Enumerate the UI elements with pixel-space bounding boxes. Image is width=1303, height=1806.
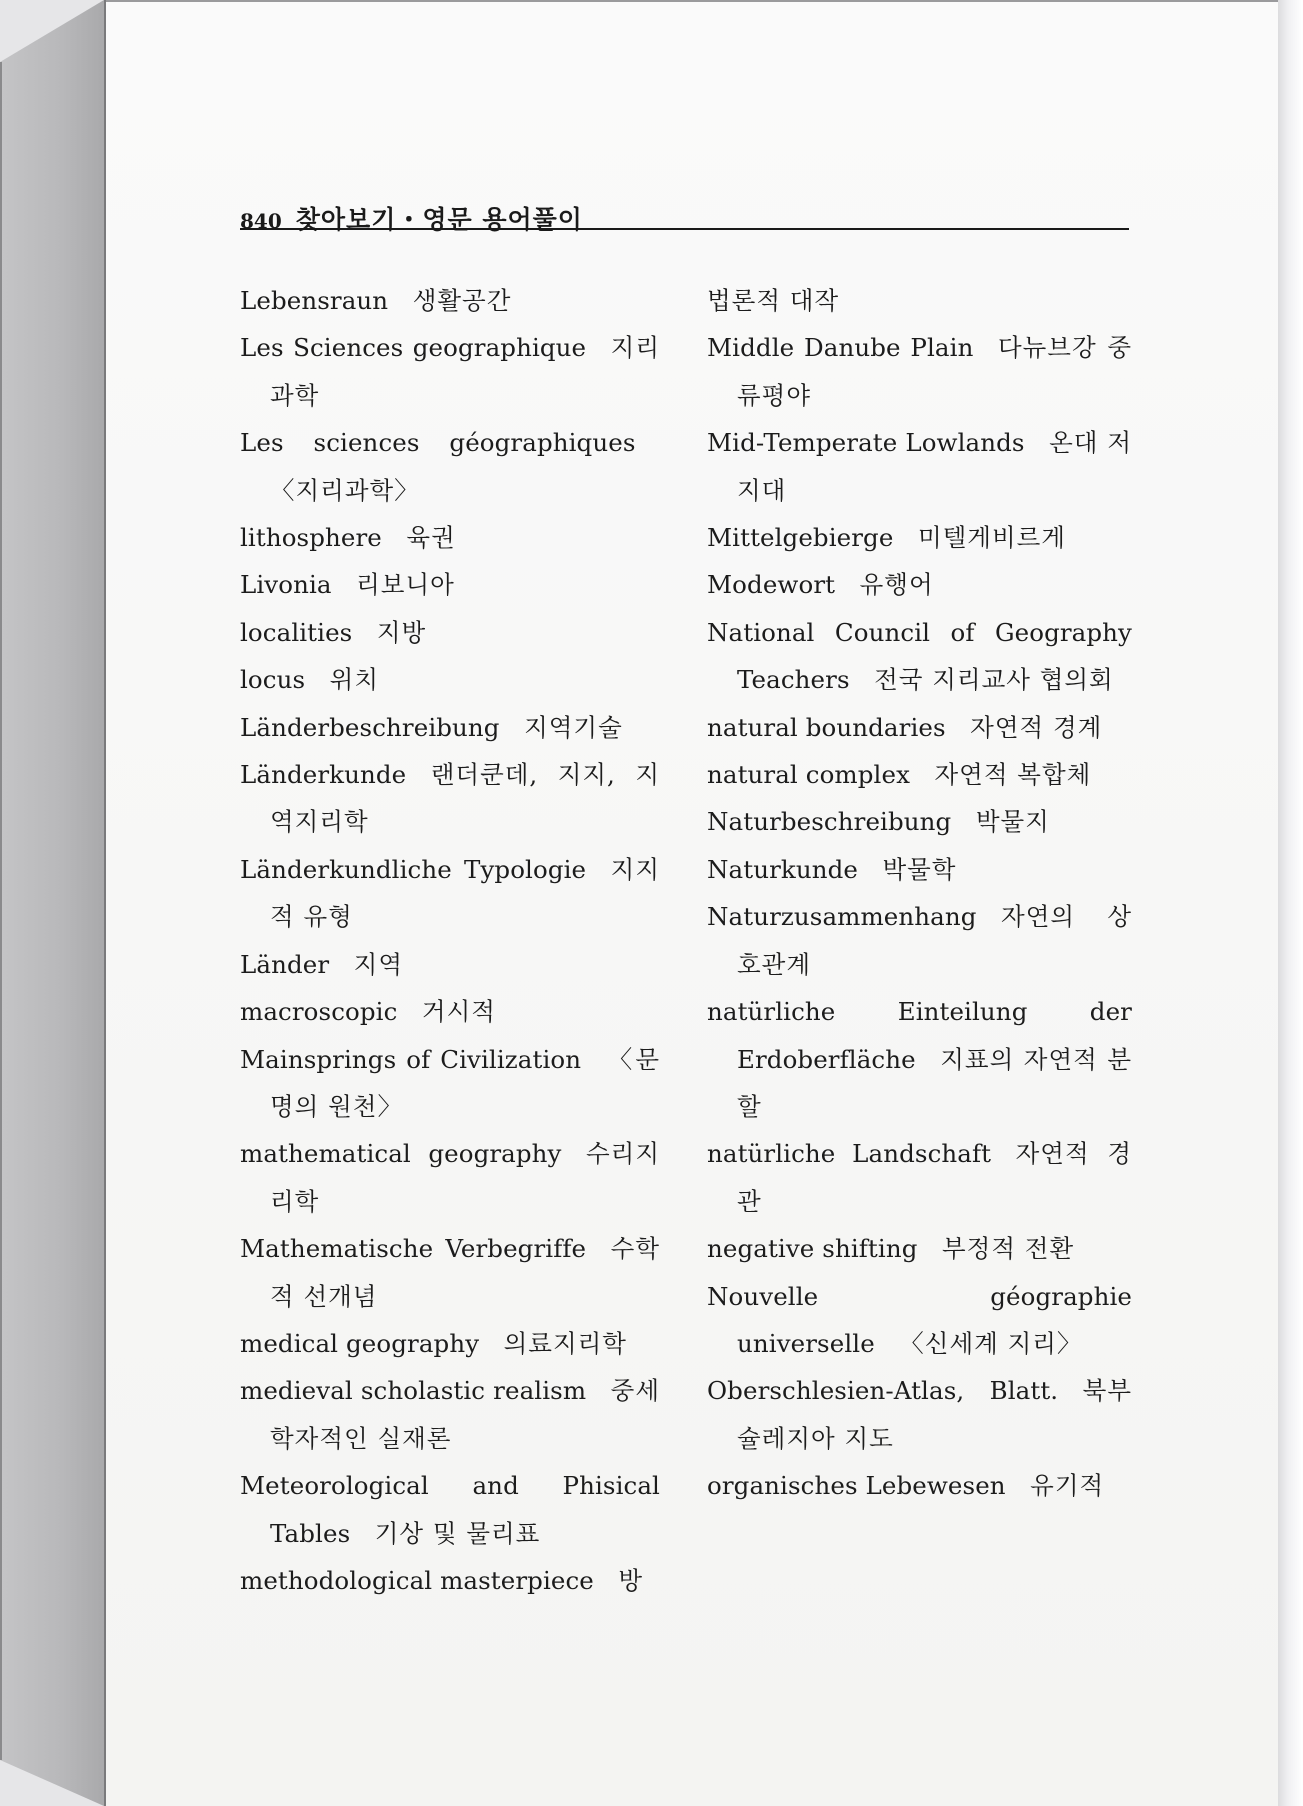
glossary-entry	[240, 1320, 660, 1367]
glossary-entry	[240, 561, 660, 608]
glossary-entry	[707, 1130, 1132, 1225]
glossary-entry	[707, 609, 1132, 704]
entry-term: Lebensraun	[240, 286, 389, 315]
entry-gloss: 부정적 전환	[941, 1234, 1075, 1264]
entry-term: natürliche Einteilung der Erdoberfläche	[707, 997, 1132, 1074]
book-spine	[0, 0, 104, 1806]
glossary-entry	[240, 846, 660, 941]
entry-term: Naturzusammenhang	[707, 902, 977, 932]
entry-term: Naturkunde	[707, 854, 858, 884]
glossary-entry	[240, 1130, 660, 1225]
entry-term: methodological masterpiece	[240, 1565, 594, 1595]
entry-gloss: 유행어	[859, 570, 934, 600]
entry-gloss: 유기적	[1030, 1471, 1105, 1501]
entry-gloss: 리보니아	[356, 570, 455, 600]
entry-term: medieval scholastic realism	[240, 1376, 587, 1406]
entry-gloss: 지리과학	[270, 333, 660, 410]
glossary-entry	[240, 1462, 660, 1557]
entry-gloss: 자연적 복합체	[934, 760, 1092, 790]
entry-gloss: 북부 슐레지아 지도	[737, 1376, 1132, 1453]
glossary-entry	[240, 704, 660, 751]
entry-gloss: 기상 및 물리표	[374, 1518, 541, 1548]
glossary-entry	[240, 609, 660, 656]
page-number: 840	[240, 209, 282, 233]
entry-gloss: 다뉴브강 중류평야	[737, 333, 1133, 410]
glossary-entry	[707, 419, 1132, 514]
running-header	[240, 200, 1129, 234]
glossary-entry	[240, 419, 660, 514]
header-title: 찾아보기・영문 용어풀이	[295, 205, 583, 234]
entry-term: medical geography	[240, 1328, 480, 1358]
entry-term: Länderkundliche Typologie	[240, 854, 587, 884]
entry-term: Länderbeschreibung	[240, 712, 500, 742]
entry-gloss: 〈지리과학〉	[270, 475, 420, 505]
entry-gloss: 〈신세계 지리〉	[899, 1328, 1083, 1358]
entry-gloss: 자연적 경계	[970, 712, 1103, 742]
entry-term: Naturbeschreibung	[707, 807, 952, 837]
entry-term: localities	[240, 617, 353, 647]
glossary-column-right	[707, 277, 1132, 1510]
glossary-entry	[707, 751, 1132, 798]
entry-term: Länderkunde	[240, 760, 407, 790]
glossary-entry	[707, 798, 1132, 845]
glossary-entry	[707, 1367, 1132, 1462]
entry-term: Nouvelle géographie universelle	[707, 1281, 1132, 1358]
glossary-entry	[240, 988, 660, 1035]
entry-term: negative shifting	[707, 1234, 918, 1264]
glossary-entry	[240, 656, 660, 703]
entry-term: organisches Lebewesen	[707, 1471, 1006, 1501]
glossary-entry	[707, 988, 1132, 1130]
entry-gloss: 육권	[406, 523, 456, 553]
glossary-entry	[707, 324, 1132, 419]
entry-gloss: 수리지리학	[270, 1139, 660, 1216]
entry-gloss: 지역	[353, 949, 403, 979]
entry-term: National Council of Geography Teachers	[707, 617, 1132, 695]
entry-gloss: 법론적 대작	[707, 286, 840, 315]
entry-term: macroscopic	[240, 997, 398, 1027]
entry-term: Mainsprings of Civilization	[240, 1044, 582, 1074]
entry-term: Middle Danube Plain	[707, 333, 974, 363]
glossary-entry	[240, 1367, 660, 1462]
entry-gloss: 박물지	[975, 807, 1050, 837]
glossary-entry	[707, 277, 1132, 324]
entry-term: Länder	[240, 949, 330, 979]
entry-gloss: 박물학	[882, 854, 957, 884]
entry-term: Mathematische Verbegriffe	[240, 1234, 587, 1264]
entry-term: Les sciences géographiques	[240, 428, 636, 458]
glossary-entry	[707, 1225, 1132, 1272]
entry-term: Meteorological and Phisical Tables	[240, 1471, 660, 1548]
entry-gloss: 지역기술	[524, 712, 623, 742]
spine-edge	[0, 62, 2, 1760]
entry-gloss: 자연적 경관	[737, 1139, 1132, 1216]
page-edge	[1278, 0, 1303, 1806]
glossary-entry	[240, 324, 660, 419]
entry-gloss: 방	[618, 1565, 644, 1595]
entry-gloss: 전국 지리교사 협의회	[874, 665, 1114, 695]
entry-gloss: 거시적	[421, 997, 496, 1027]
glossary-entry	[240, 514, 660, 561]
entry-term: natural complex	[707, 760, 910, 790]
entry-gloss: 생활공간	[412, 286, 512, 315]
glossary-entry	[707, 1273, 1132, 1368]
entry-gloss: 지표의 자연적 분할	[737, 1044, 1132, 1121]
entry-gloss: 미텔게비르게	[917, 523, 1066, 553]
entry-gloss: 위치	[329, 665, 380, 695]
entry-gloss: 중세학자적인 실재론	[270, 1376, 660, 1453]
entry-term: Modewort	[707, 570, 836, 600]
entry-term: lithosphere	[240, 523, 382, 553]
entry-term: Les Sciences geographique	[240, 333, 587, 363]
entry-gloss: 온대 저지대	[737, 428, 1132, 505]
entry-term: Mid-Temperate Lowlands	[707, 428, 1025, 458]
glossary-entry	[240, 751, 660, 846]
glossary-entry	[240, 1225, 660, 1320]
entry-term: locus	[240, 665, 306, 695]
entry-term: natürliche Landschaft	[707, 1139, 992, 1169]
glossary-entry	[707, 704, 1132, 751]
glossary-entry	[707, 1462, 1132, 1509]
entry-term: Oberschlesien-Atlas, Blatt.	[707, 1376, 1059, 1406]
entry-gloss: 지지적 유형	[270, 854, 660, 932]
entry-term: mathematical geography	[240, 1139, 562, 1169]
glossary-entry	[240, 941, 660, 988]
entry-gloss: 지방	[376, 617, 427, 647]
entry-term: Livonia	[240, 570, 332, 600]
glossary-entry	[240, 277, 660, 324]
entry-gloss: 의료지리학	[503, 1328, 627, 1358]
entry-gloss: 자연의 상호관계	[737, 902, 1132, 979]
glossary-entry	[707, 846, 1132, 893]
entry-term: natural boundaries	[707, 712, 946, 742]
glossary-entry	[707, 561, 1132, 608]
glossary-entry	[240, 1036, 660, 1131]
glossary-entry	[240, 1557, 660, 1604]
glossary-entry	[707, 893, 1132, 988]
entry-gloss: 수학적 선개념	[270, 1234, 660, 1311]
entry-gloss: 〈문명의 원천〉	[270, 1044, 660, 1121]
entry-term: Mittelgebierge	[707, 523, 894, 553]
glossary-entry	[707, 514, 1132, 561]
entry-gloss: 랜더쿤데, 지지, 지역지리학	[270, 760, 660, 837]
glossary-column-left	[240, 277, 660, 1604]
